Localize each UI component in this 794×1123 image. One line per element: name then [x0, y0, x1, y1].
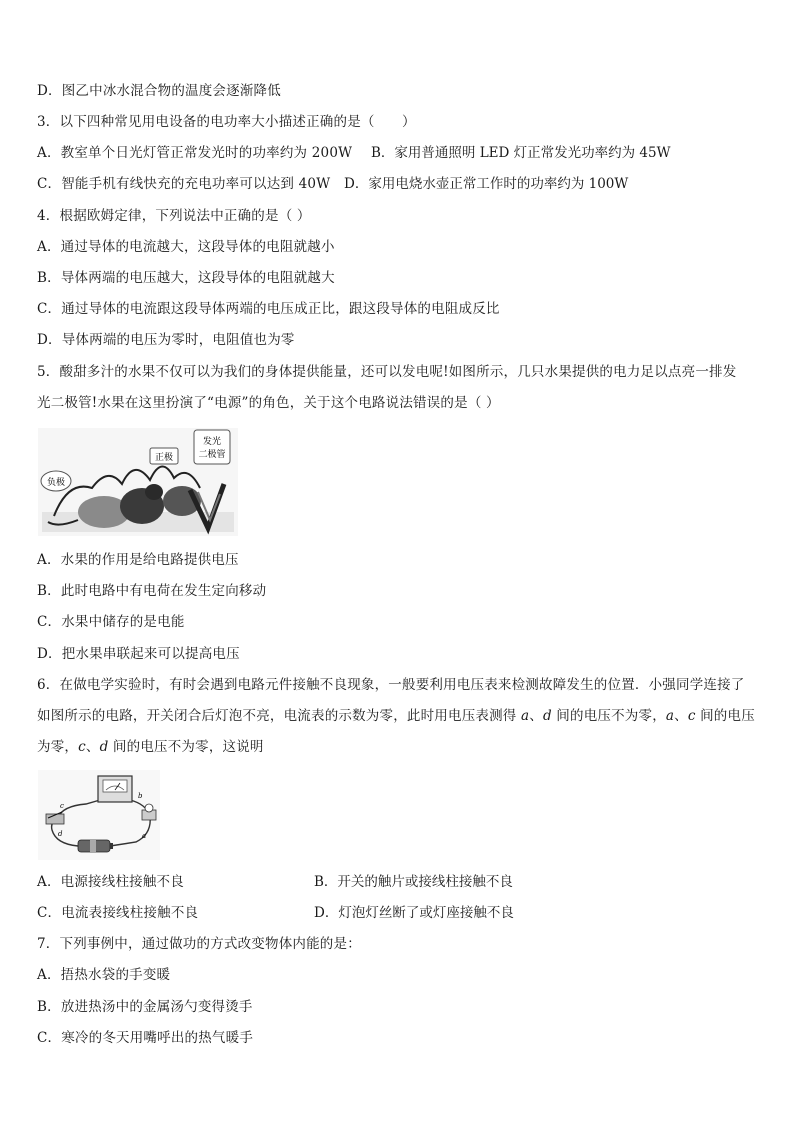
q2-option-d: D．图乙中冰水混合物的温度会逐渐降低	[37, 83, 281, 99]
q6-option-a: A．电源接线柱接触不良	[37, 874, 184, 890]
q3-option-d: D．家用电烧水壶正常工作时的功率约为 100W	[344, 176, 629, 192]
q7-option-b: B．放进热汤中的金属汤勺变得烫手	[37, 999, 253, 1015]
q3-option-b: B．家用普通照明 LED 灯正常发光功率约为 45W	[371, 145, 671, 161]
q7-stem: 7．下列事例中，通过做功的方式改变物体内能的是：	[37, 936, 361, 952]
q4-option-a: A．通过导体的电流越大，这段导体的电阻就越小	[37, 239, 335, 255]
q7-option-c: C．寒冷的冬天用嘴呼出的热气暖手	[37, 1030, 254, 1046]
q4-option-d: D．导体两端的电压为零时，电阻值也为零	[37, 332, 295, 348]
label-a: a	[142, 832, 147, 840]
q7-option-a: A．捂热水袋的手变暖	[37, 967, 171, 983]
label-led-2: 二极管	[198, 450, 226, 460]
q6-stem-line2: 如图所示的电路，开关闭合后灯泡不亮，电流表的示数为零，此时用电压表测得 a、d 间的电压不为零，a、c 间的电压	[37, 708, 755, 724]
q5-option-b: B．此时电路中有电荷在发生定向移动	[37, 583, 267, 599]
q5-stem-line1: 5．酸甜多汁的水果不仅可以为我们的身体提供能量，还可以发电呢!如图所示，几只水果提供的电力足以点亮一排发	[37, 364, 737, 380]
fruit-battery-figure	[38, 428, 238, 536]
q5-stem-line2: 光二极管!水果在这里扮演了“电源”的角色，关于这个电路说法错误的是（ ）	[37, 395, 500, 411]
label-led-1: 发光	[202, 437, 222, 447]
q6-option-b: B．开关的触片或接线柱接触不良	[314, 874, 513, 890]
q3-option-c: C．智能手机有线快充的充电功率可以达到 40W	[37, 176, 331, 192]
q5-option-a: A．水果的作用是给电路提供电压	[37, 552, 239, 568]
label-d: d	[58, 830, 63, 838]
label-c: c	[60, 802, 64, 810]
q4-stem: 4．根据欧姆定律，下列说法中正确的是（ ）	[37, 208, 311, 224]
q3-option-a: A．教室单个日光灯管正常发光时的功率约为 200W	[37, 145, 353, 161]
q6-option-c: C．电流表接线柱接触不良	[37, 905, 199, 921]
q6-stem-line1: 6．在做电学实验时，有时会遇到电路元件接触不良现象，一般要利用电压表来检测故障发生的位置．小强同学连接了	[37, 677, 745, 693]
q5-option-c: C．水果中储存的是电能	[37, 614, 185, 630]
q3-stem: 3．以下四种常见用电设备的电功率大小描述正确的是（ ）	[37, 114, 416, 130]
label-b: b	[138, 792, 143, 800]
q6-stem-line3: 为零，c、d 间的电压不为零，这说明	[37, 739, 264, 755]
q4-option-b: B．导体两端的电压越大，这段导体的电阻就越大	[37, 270, 335, 286]
circuit-figure	[38, 770, 160, 860]
bulb	[145, 804, 153, 812]
label-negative-pole: 负极	[46, 478, 66, 488]
q5-option-d: D．把水果串联起来可以提高电压	[37, 646, 240, 662]
q6-option-d: D．灯泡灯丝断了或灯座接触不良	[314, 905, 514, 921]
label-positive-pole: 正极	[154, 453, 174, 463]
q4-option-c: C．通过导体的电流跟这段导体两端的电压成正比，跟这段导体的电阻成反比	[37, 301, 500, 317]
